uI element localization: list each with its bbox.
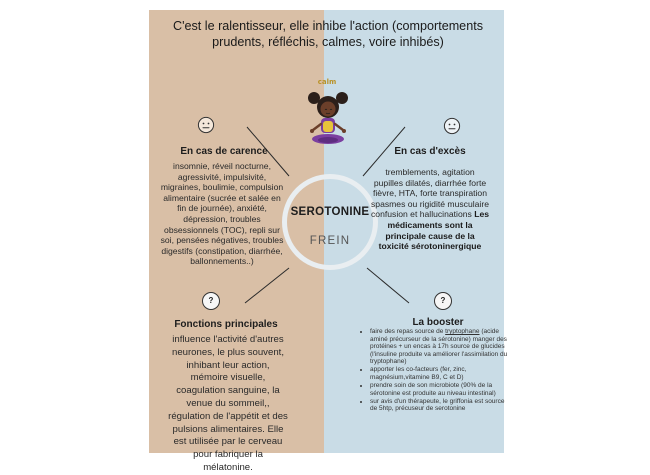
center-subtitle: FREIN bbox=[309, 235, 351, 247]
exces-text bbox=[371, 167, 489, 252]
booster-item: • apporter les co-facteurs (fer, zinc, magnésium,vitamine B9, C et D) bbox=[370, 366, 512, 381]
center-title: SEROTONINE bbox=[290, 206, 370, 218]
calm-label: calm bbox=[317, 78, 337, 86]
exces-symptoms: tremblements, agitation pupilles dilatés, diarrhée forte fièvre, HTA, forte transpiration spasmes ou rigidité musculaire confusion et hallucinations bbox=[371, 167, 489, 220]
carence-heading: En cas de carence bbox=[180, 146, 268, 157]
booster-item: • sur avis d'un thérapeute, le griffonia est source de 5htp, précuseur de serotonine bbox=[370, 398, 512, 413]
exces-warning: Les médicaments sont la principale cause de la toxicité sérotoninergique bbox=[378, 209, 490, 252]
fonctions-text: influence l'activité d'autres neurones, le plus souvent, inhibant leur action, mémoire visuelle, coagulation sanguine, la venue du sommeil,, régulation de l'appétit et des pulsions alimentaires. Elle est utilisée par le cerveau pour fabriquer la mélatonine. bbox=[168, 334, 288, 473]
booster-item: • prendre soin de son microbiote (90% de la sérotonine est produite au niveau intestinal) bbox=[370, 382, 512, 397]
booster-list bbox=[361, 328, 512, 414]
carence-text: insomnie, réveil nocturne, agressivité, impulsivité, migraines, boulimie, compulsion alimentaire (sucrée et salée en fin de journée), anxiété, dépression, troubles obsessionnels (TOC), repli sur soi, pensées négatives, troubles digestifs (constipation, diarrhée, ballonnements..) bbox=[160, 161, 284, 267]
question-icon: ? bbox=[202, 292, 220, 310]
fonctions-heading: Fonctions principales bbox=[174, 319, 278, 330]
booster-heading: La booster bbox=[412, 317, 464, 328]
serotonin-infographic bbox=[149, 10, 508, 473]
header-title: C'est le ralentisseur, elle inhibe l'action (comportements prudents, réfléchis, calmes, voire inhibés) bbox=[172, 19, 483, 49]
tryptophane-link: tryptophane bbox=[445, 328, 480, 335]
booster-item: • faire des repas source de tryptophane (acide aminé précurseur de la sérotonine) manger des protéines + un encas à 17h source de glucides (l'insuline produite va améliorer l'assimilation du tryptophane) bbox=[370, 328, 512, 366]
exces-heading: En cas d'excès bbox=[394, 146, 466, 157]
question-icon: ? bbox=[434, 292, 452, 310]
center-ring bbox=[282, 174, 378, 270]
